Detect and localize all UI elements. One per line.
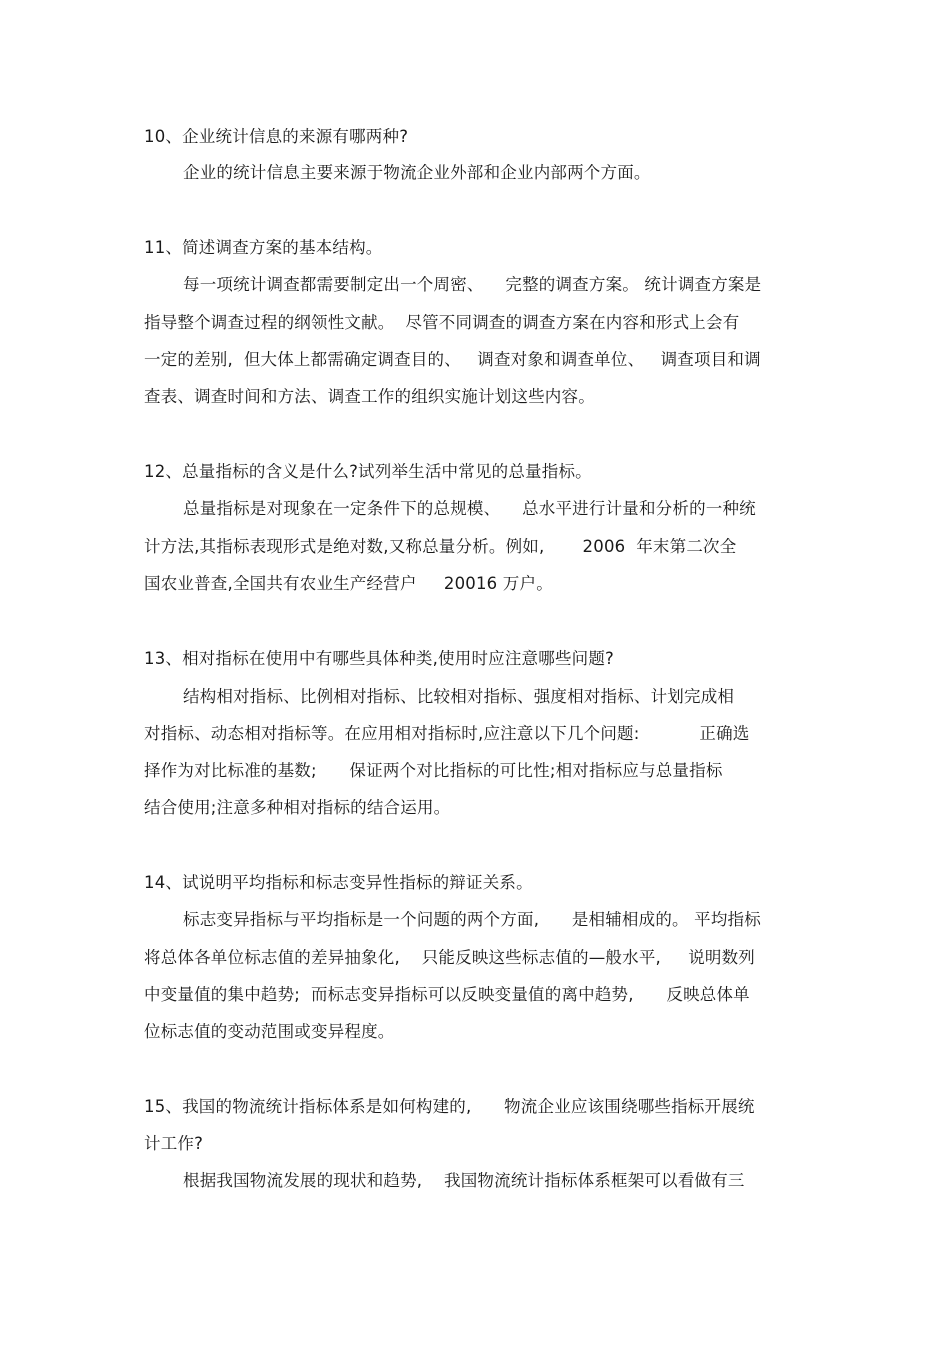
answer-11-line-1: 每一项统计调查都需要制定出一个周密、 完整的调查方案。 统计调查方案是 (183, 275, 762, 294)
question-12: 12、总量指标的含义是什么?试列举生活中常见的总量指标。 (144, 462, 592, 481)
answer-14-line-2: 将总体各单位标志值的差异抽象化, 只能反映这些标志值的—般水平, 说明数列 (144, 948, 755, 967)
answer-11-line-2: 指导整个调查过程的纲领性文献。 尽管不同调查的调查方案在内容和形式上会有 (144, 313, 740, 332)
answer-12-line-3: 国农业普查,全国共有农业生产经营户 20016 万户。 (144, 574, 553, 593)
answer-12-line-1: 总量指标是对现象在一定条件下的总规模、 总水平进行计量和分析的一种统 (183, 499, 756, 518)
answer-14-line-4: 位标志值的变动范围或变异程度。 (144, 1022, 395, 1041)
answer-13-line-4: 结合使用;注意多种相对指标的结合运用。 (144, 798, 451, 817)
question-15-line-1: 15、我国的物流统计指标体系是如何构建的, 物流企业应该围绕哪些指标开展统 (144, 1097, 755, 1116)
answer-11-line-4: 查表、调查时间和方法、调查工作的组织实施计划这些内容。 (144, 387, 595, 406)
answer-12-line-2: 计方法,其指标表现形式是绝对数,又称总量分析。例如, 2006 年末第二次全 (144, 537, 737, 556)
answer-10-line-1: 企业的统计信息主要来源于物流企业外部和企业内部两个方面。 (183, 163, 651, 182)
question-13: 13、相对指标在使用中有哪些具体种类,使用时应注意哪些问题? (144, 649, 614, 668)
answer-14-line-3: 中变量值的集中趋势; 而标志变异指标可以反映变量值的离中趋势, 反映总体单 (144, 985, 750, 1004)
answer-13-line-3: 择作为对比标准的基数; 保证两个对比指标的可比性;相对指标应与总量指标 (144, 761, 723, 780)
question-10: 10、企业统计信息的来源有哪两种? (144, 127, 409, 146)
answer-15-line-1: 根据我国物流发展的现状和趋势, 我国物流统计指标体系框架可以看做有三 (183, 1171, 745, 1190)
question-14: 14、试说明平均指标和标志变异性指标的辩证关系。 (144, 873, 533, 892)
answer-13-line-1: 结构相对指标、比例相对指标、比较相对指标、强度相对指标、计划完成相 (183, 687, 735, 706)
answer-11-line-3: 一定的差别, 但大体上都需确定调查目的、 调查对象和调查单位、 调查项目和调 (144, 350, 761, 369)
question-11: 11、简述调查方案的基本结构。 (144, 238, 383, 257)
answer-14-line-1: 标志变异指标与平均指标是一个问题的两个方面, 是相辅相成的。 平均指标 (183, 910, 761, 929)
question-15-line-2: 计工作? (144, 1134, 204, 1153)
answer-13-line-2: 对指标、动态相对指标等。在应用相对指标时,应注意以下几个问题: 正确选 (144, 724, 750, 743)
